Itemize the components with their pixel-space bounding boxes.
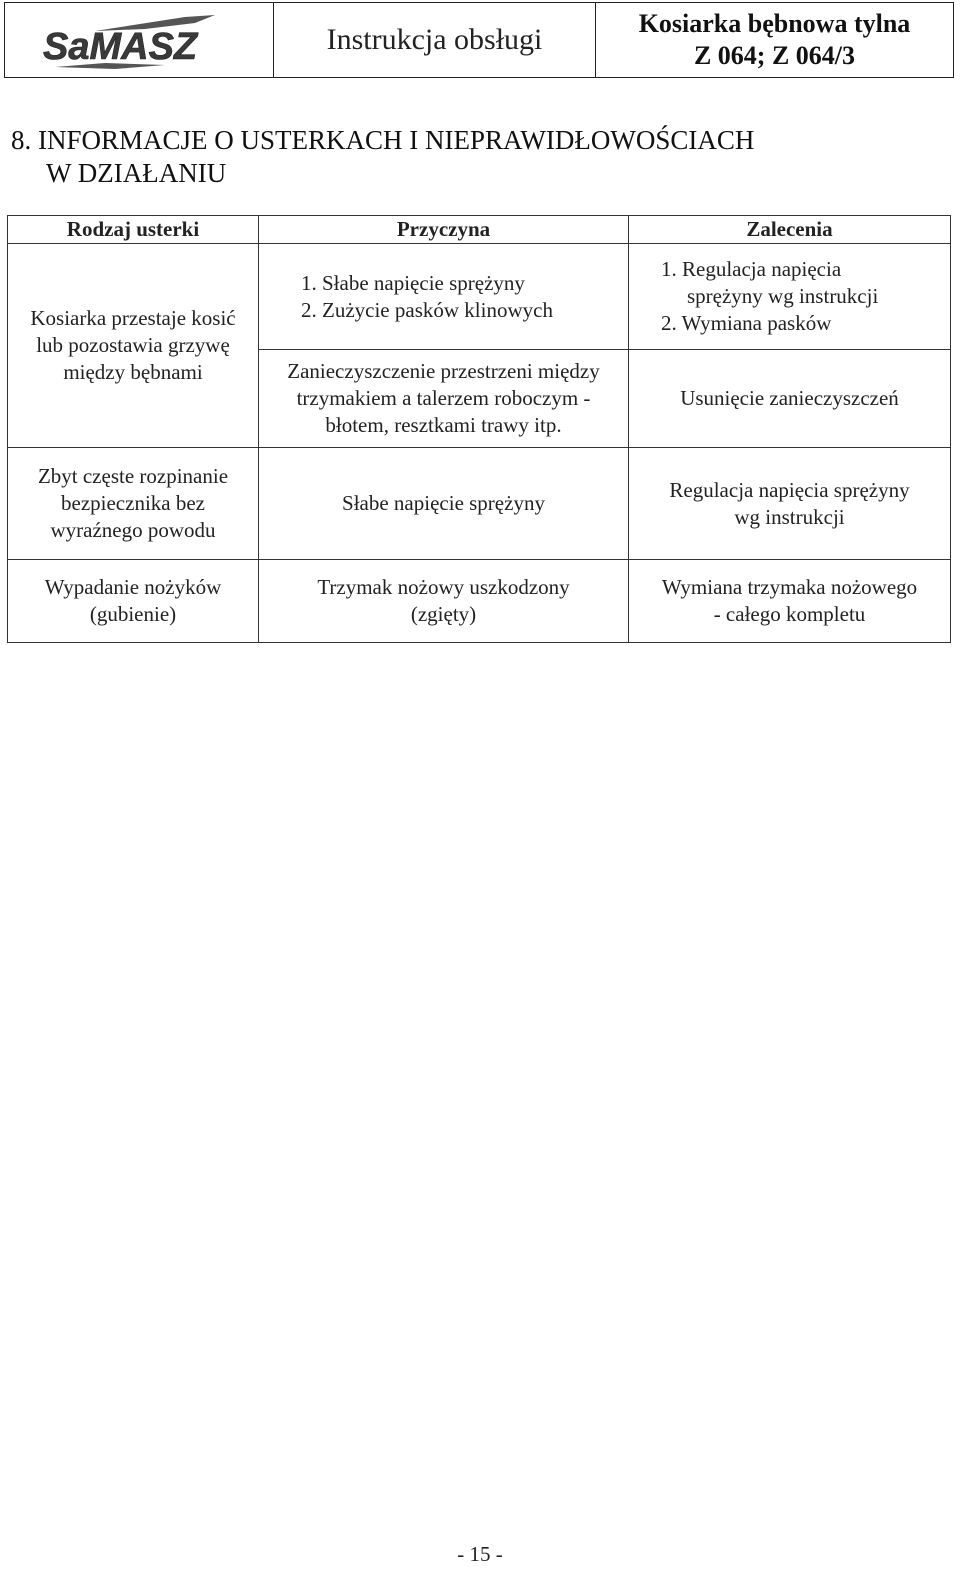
table-row xyxy=(8,560,951,643)
fault-line: (gubienie) xyxy=(89,602,177,626)
recommendation-line: Wymiana trzymaka nożowego xyxy=(661,575,918,599)
cause-list xyxy=(263,270,624,324)
recommendation-line: Regulacja napięcia sprężyny xyxy=(669,477,910,502)
fault-line: Kosiarka przestaje kosić xyxy=(30,306,236,330)
samasz-logo xyxy=(35,11,250,73)
cause-cell: Słabe napięcie sprężyny xyxy=(259,448,629,560)
cause-cell xyxy=(259,244,629,350)
logo-text: SaMASZ xyxy=(43,26,198,68)
fault-line: Zbyt częste rozpinanie xyxy=(37,464,229,488)
product-model: Z 064; Z 064/3 xyxy=(693,41,856,70)
manual-title: Instrukcja obsługi xyxy=(274,3,596,77)
fault-cell xyxy=(8,448,259,560)
recommendation-item: sprężyny wg instrukcji xyxy=(687,284,879,308)
recommendation-item: 2. Wymiana pasków xyxy=(661,311,832,335)
table-row xyxy=(8,244,951,350)
recommendation-item: 1. Regulacja napięcia xyxy=(661,257,842,281)
column-header-recommendation: Zalecenia xyxy=(629,216,951,244)
cause-cell xyxy=(259,350,629,448)
recommendation-list xyxy=(633,256,946,337)
column-header-fault: Rodzaj usterki xyxy=(8,216,259,244)
section-heading-line1: 8. INFORMACJE O USTERKACH I NIEPRAWIDŁOWOŚCIACH xyxy=(11,125,755,155)
cause-line: trzymakiem a talerzem roboczym - xyxy=(296,386,591,410)
cause-item: 2. Zużycie pasków klinowych xyxy=(301,297,553,322)
logo-cell xyxy=(5,3,274,77)
cause-item: 1. Słabe napięcie sprężyny xyxy=(301,270,525,295)
recommendation-cell xyxy=(629,560,951,643)
fault-line: bezpiecznika bez xyxy=(61,491,205,515)
cause-line: Trzymak nożowy uszkodzony xyxy=(317,575,570,599)
page-header xyxy=(4,2,954,78)
fault-cell xyxy=(8,560,259,643)
section-heading xyxy=(11,124,911,190)
product-title xyxy=(596,3,953,77)
troubleshooting-table xyxy=(7,215,951,643)
fault-line: wyraźnego powodu xyxy=(50,518,216,542)
cause-line: błotem, resztkami trawy itp. xyxy=(325,413,562,437)
recommendation-cell xyxy=(629,448,951,560)
section-heading-line2: W DZIAŁANIU xyxy=(46,158,227,188)
recommendation-cell xyxy=(629,244,951,350)
table-row xyxy=(8,448,951,560)
fault-cell xyxy=(8,244,259,448)
cause-cell xyxy=(259,560,629,643)
recommendation-cell: Usunięcie zanieczyszczeń xyxy=(629,350,951,448)
fault-line: lub pozostawia grzywę xyxy=(36,333,230,357)
table-header-row xyxy=(8,216,951,244)
fault-line: Wypadanie nożyków xyxy=(44,575,222,599)
fault-line: między bębnami xyxy=(63,360,203,384)
recommendation-line: - całego kompletu xyxy=(713,602,866,626)
recommendation-line: wg instrukcji xyxy=(734,504,845,529)
page-number: - 15 - xyxy=(457,1542,503,1566)
product-name: Kosiarka bębnowa tylna xyxy=(638,9,911,38)
cause-line: Zanieczyszczenie przestrzeni między xyxy=(287,359,600,383)
cause-line: (zgięty) xyxy=(410,602,477,626)
column-header-cause: Przyczyna xyxy=(259,216,629,244)
